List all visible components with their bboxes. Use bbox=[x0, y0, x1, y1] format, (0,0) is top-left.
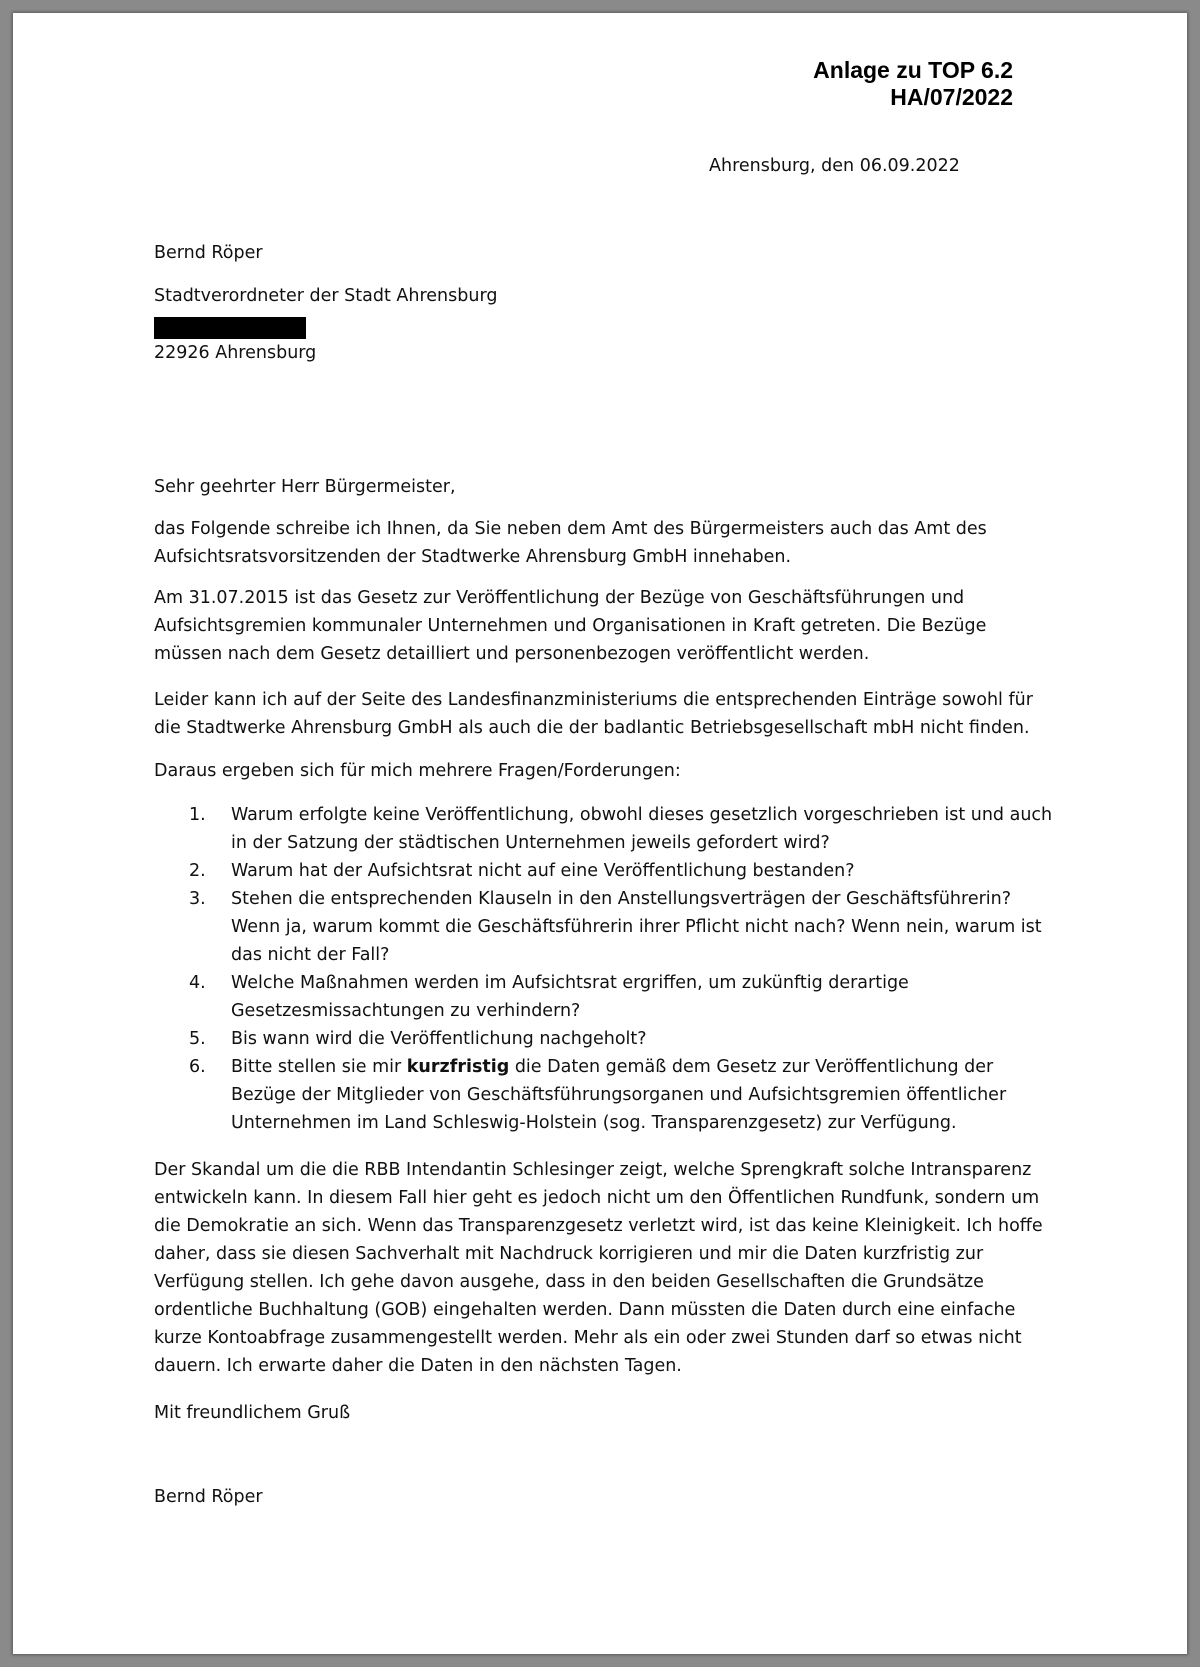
annex-top-reference: Anlage zu TOP 6.2 bbox=[813, 57, 1013, 83]
salutation: Sehr geehrter Herr Bürgermeister, bbox=[154, 477, 456, 497]
question-list bbox=[154, 801, 1059, 1137]
list-item: 6. Bitte stellen sie mir kurzfristig die Daten gemäß dem Gesetz zur Veröffentlichung der Bezüge der Mitglieder von Geschäftsführungsorganen und Aufsichtsgremien öffentlicher Unternehmen im Land Schleswig-Holstein (sog. Transparenzgesetz) zur Verfügung. bbox=[189, 1057, 1007, 1133]
list-item: 5. Bis wann wird die Veröffentlichung nachgeholt? bbox=[189, 1029, 647, 1049]
annex-document-number: HA/07/2022 bbox=[890, 84, 1013, 110]
paragraph-questions-intro: Daraus ergeben sich für mich mehrere Fragen/Forderungen: bbox=[154, 761, 681, 781]
paragraph-law: Am 31.07.2015 ist das Gesetz zur Veröffentlichung der Bezüge von Geschäftsführungen und Aufsichtsgremien kommunaler Unternehmen und Organisationen in Kraft getreten. Die Bezüge müssen nach dem Gesetz detailliert und personenbezogen veröffentlicht werden. bbox=[154, 588, 987, 664]
redacted-street-address bbox=[154, 317, 306, 339]
sender-name: Bernd Röper bbox=[154, 243, 263, 263]
document-page bbox=[13, 13, 1187, 1654]
sender-role: Stadtverordneter der Stadt Ahrensburg bbox=[154, 286, 498, 306]
paragraph-intro: das Folgende schreibe ich Ihnen, da Sie neben dem Amt des Bürgermeisters auch das Amt des Aufsichtsratsvorsitzenden der Stadtwerke Ahrensburg GmbH innehaben. bbox=[154, 519, 987, 567]
list-item: 1. Warum erfolgte keine Veröffentlichung, obwohl dieses gesetzlich vorgeschrieben ist und auch in der Satzung der städtischen Unternehmen jeweils gefordert wird? bbox=[189, 805, 1053, 853]
annex-label bbox=[813, 57, 1013, 111]
greeting: Mit freundlichem Gruß bbox=[154, 1403, 351, 1423]
signature-name: Bernd Röper bbox=[154, 1487, 263, 1507]
paragraph-closing: Der Skandal um die die RBB Intendantin Schlesinger zeigt, welche Sprengkraft solche Intransparenz entwickeln kann. In diesem Fall hier geht es jedoch nicht um den Öffentlichen Rundfunk, sondern um die Demokratie an sich. Wenn das Transparenzgesetz verletzt wird, ist das keine Kleinigkeit. Ich hoffe daher, dass sie diesen Sachverhalt mit Nachdruck korrigieren und mir die Daten kurzfristig zur Verfügung stellen. Ich gehe davon ausgehe, dass in den beiden Gesellschaften die Grundsätze ordentliche Buchhaltung (GOB) eingehalten werden. Dann müssten die Daten durch eine einfache kurze Kontoabfrage zusammengestellt werden. Mehr als ein oder zwei Stunden darf so etwas nicht dauern. Ich erwarte daher die Daten in den nächsten Tagen. bbox=[154, 1160, 1043, 1376]
list-item: 3. Stehen die entsprechenden Klauseln in den Anstellungsverträgen der Geschäftsführerin? Wenn ja, warum kommt die Geschäftsführerin ihrer Pflicht nicht nach? Wenn nein, warum ist das nicht der Fall? bbox=[189, 889, 1042, 965]
sender-city: 22926 Ahrensburg bbox=[154, 343, 317, 363]
list-item: 4. Welche Maßnahmen werden im Aufsichtsrat ergriffen, um zukünftig derartige Gesetzesmissachtungen zu verhindern? bbox=[189, 973, 909, 1021]
list-item: 2. Warum hat der Aufsichtsrat nicht auf eine Veröffentlichung bestanden? bbox=[189, 861, 855, 881]
letter-date: Ahrensburg, den 06.09.2022 bbox=[709, 156, 960, 176]
paragraph-missing-entries: Leider kann ich auf der Seite des Landesfinanzministeriums die entsprechenden Einträge sowohl für die Stadtwerke Ahrensburg GmbH als auch die der badlantic Betriebsgesellschaft mbH nicht finden. bbox=[154, 690, 1033, 738]
emphasis-kurzfristig: kurzfristig bbox=[406, 1057, 510, 1077]
